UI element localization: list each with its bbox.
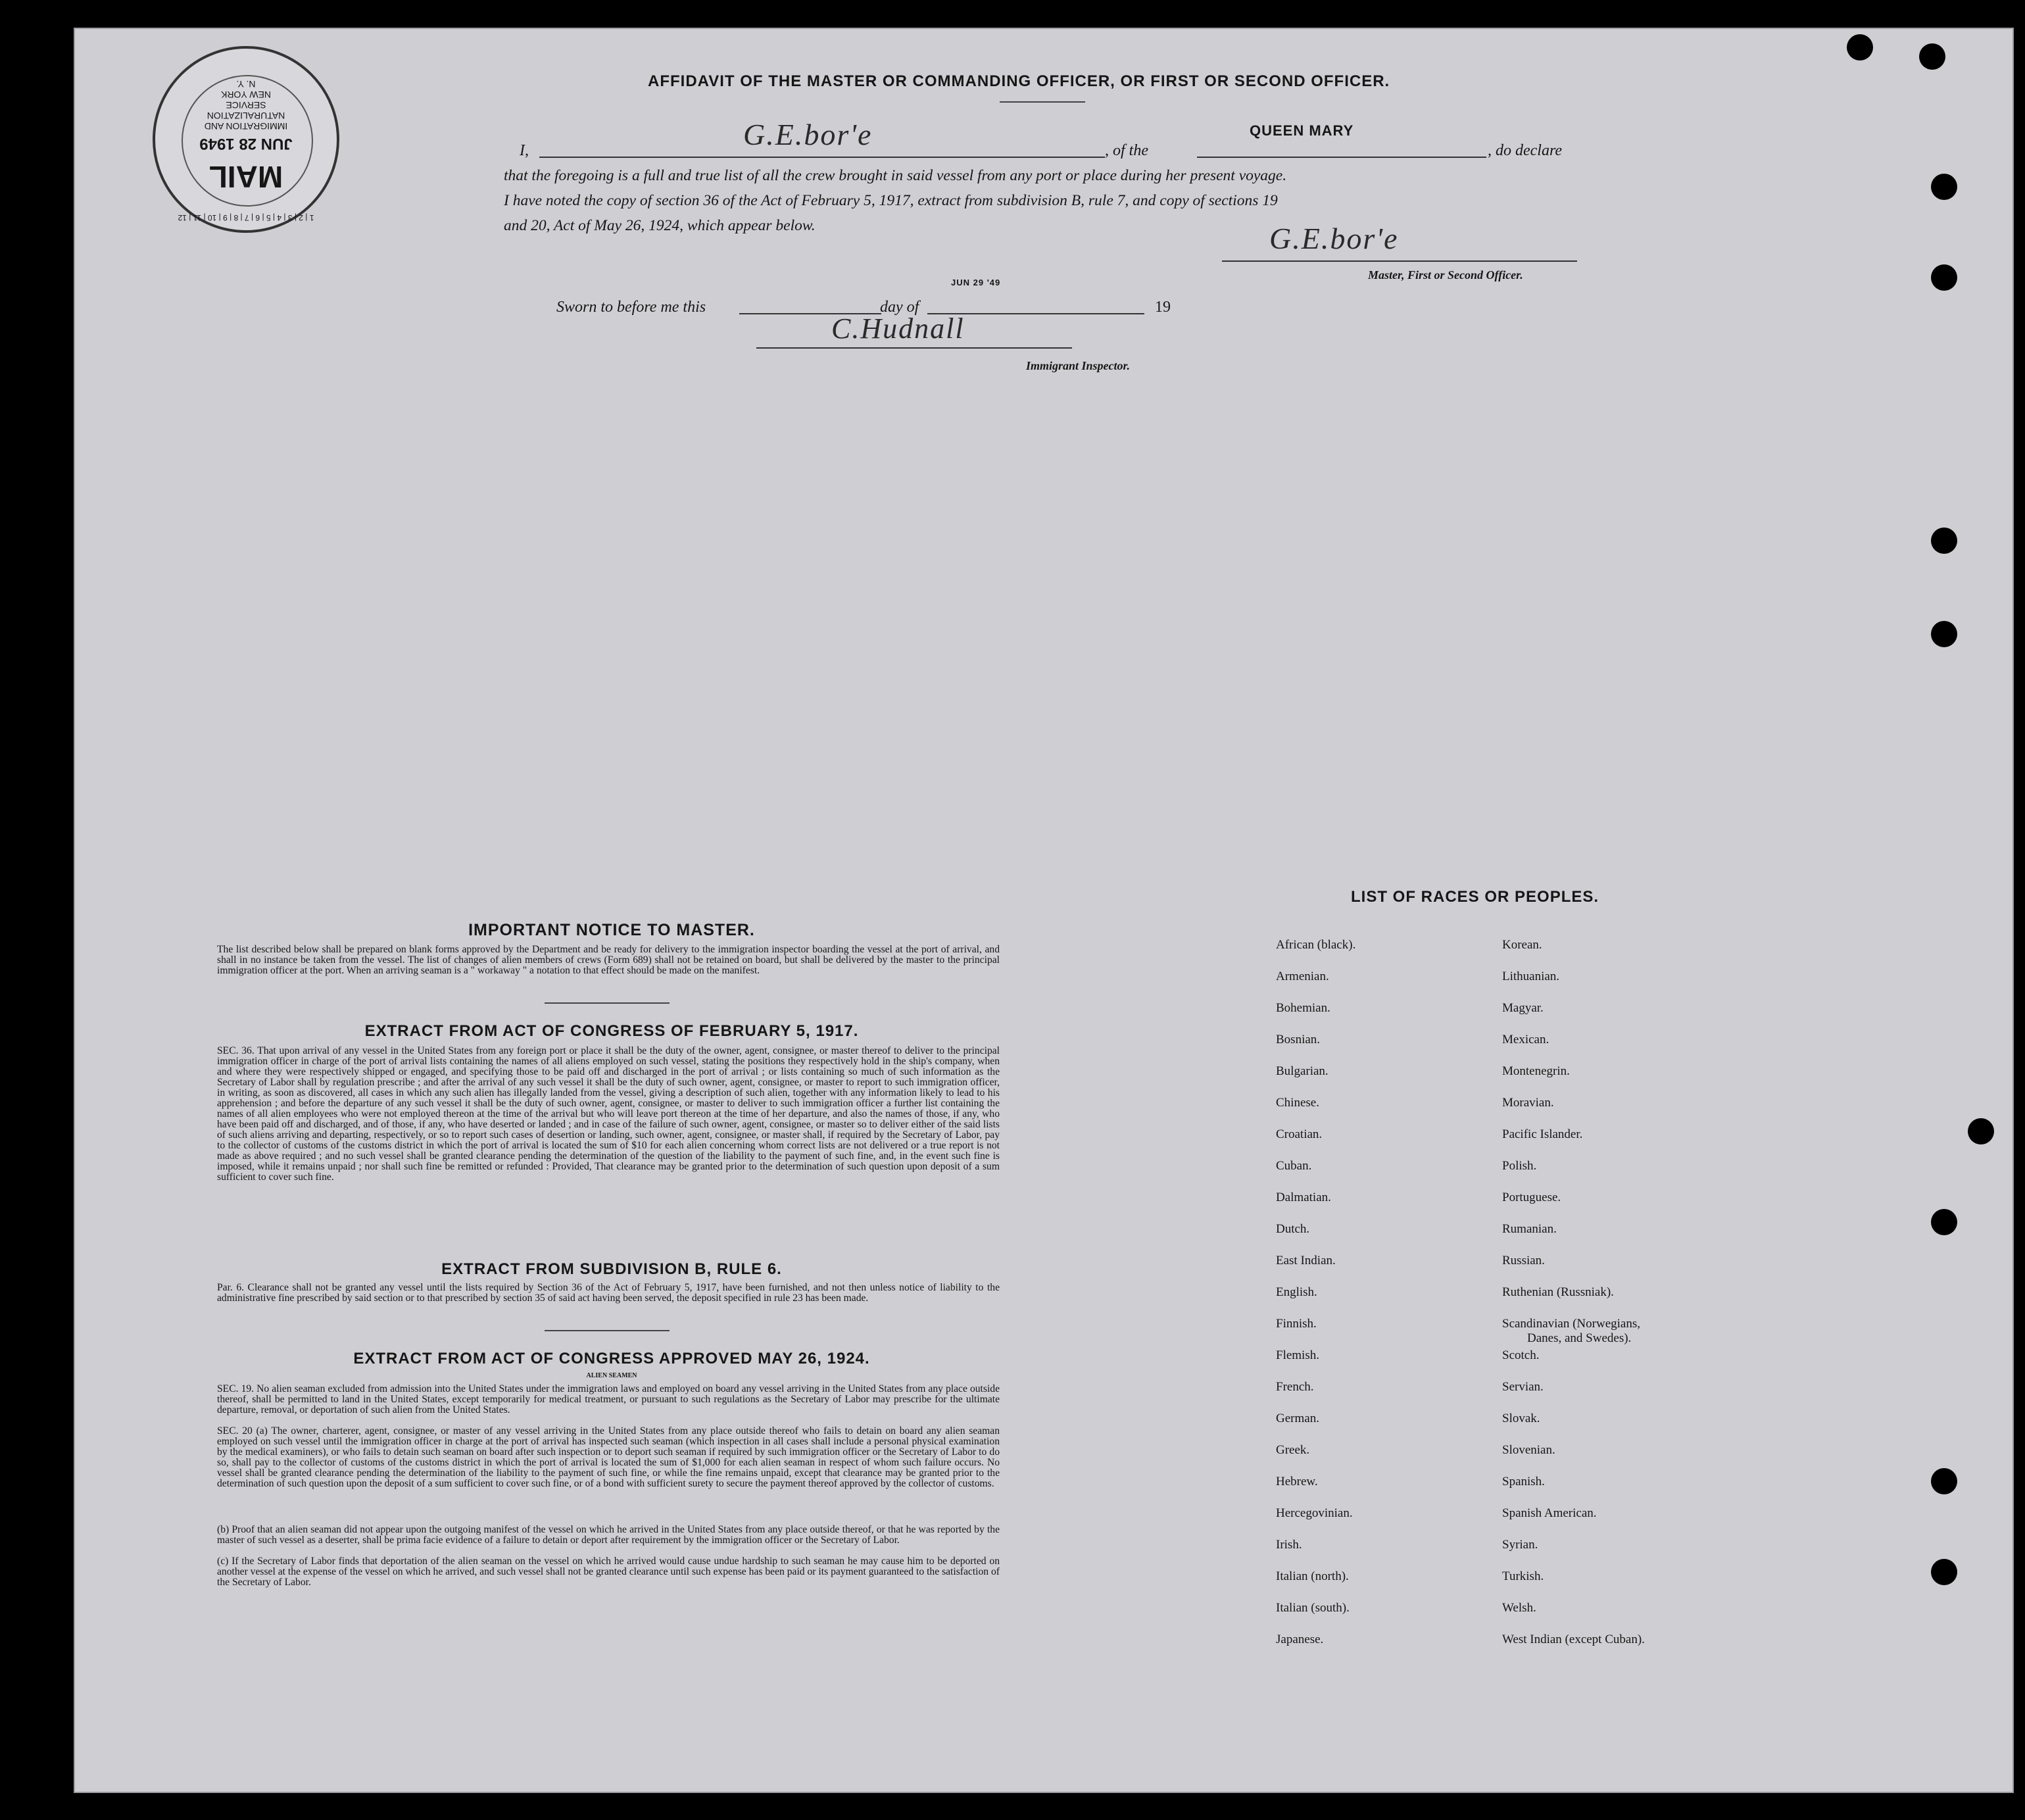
affidavit-line3: and 20, Act of May 26, 1924, which appear below.: [504, 217, 816, 234]
sec20c-text: (c) If the Secretary of Labor finds that deportation of the alien seaman on the vessel on which he arrived would cause undue hardship to such seaman he may cause him to be deported on another vessel at the expense of the vessel on which he arrived, and such vessel shall not be granted clearance until such expense has been paid or its payment guaranteed to the satisfaction of the Secretary of Labor.: [217, 1556, 1000, 1588]
race-item: Bulgarian.: [1276, 1064, 1329, 1078]
race-item: Japanese.: [1276, 1633, 1324, 1646]
master-signature-line: [1222, 260, 1577, 262]
race-item: Greek.: [1276, 1443, 1310, 1457]
race-item: Ruthenian (Russniak).: [1502, 1285, 1614, 1299]
race-item: Slovak.: [1502, 1412, 1540, 1425]
race-item: Italian (north).: [1276, 1569, 1349, 1583]
race-item: Korean.: [1502, 938, 1542, 952]
punch-hole: [1931, 1559, 1957, 1585]
races-title: LIST OF RACES OR PEOPLES.: [1351, 888, 1599, 906]
race-item: West Indian (except Cuban).: [1502, 1633, 1645, 1646]
section-rule: [545, 1002, 670, 1004]
race-item: German.: [1276, 1412, 1319, 1425]
vessel-name: QUEEN MARY: [1250, 122, 1354, 139]
race-item: East Indian.: [1276, 1254, 1336, 1267]
extract-1917-title: EXTRACT FROM ACT OF CONGRESS OF FEBRUARY 5, 1917.: [364, 1022, 859, 1040]
master-caption: Master, First or Second Officer.: [1368, 268, 1523, 282]
affidavit-line1: that the foregoing is a full and true list of all the crew brought in said vessel from any port or place during her present voyage.: [504, 167, 1287, 184]
vessel-line: [1197, 157, 1486, 158]
subdivision-text: Par. 6. Clearance shall not be granted any vessel until the lists required by Section 36 of the Act of February 5, 1917, have been furnished, and not then unless notice of liability to the administrative fine prescribed by said section or to that prescribed by section 35 of said act having been served, the deposit specified in rule 23 has been made.: [217, 1282, 1000, 1304]
date-stamp: JUN 29 '49: [951, 278, 1001, 287]
race-item: Chinese.: [1276, 1096, 1319, 1110]
race-item: Turkish.: [1502, 1569, 1544, 1583]
stamp-mail-text: MAIL: [208, 160, 283, 194]
punch-hole: [1931, 528, 1957, 554]
race-item-continuation: Danes, and Swedes).: [1527, 1331, 1632, 1345]
punch-hole: [1931, 174, 1957, 200]
race-item: Polish.: [1502, 1159, 1537, 1173]
race-item: Cuban.: [1276, 1159, 1312, 1173]
race-item: Russian.: [1502, 1254, 1545, 1267]
race-item: Slovenian.: [1502, 1443, 1555, 1457]
race-item: Irish.: [1276, 1538, 1302, 1552]
race-item: Scotch.: [1502, 1348, 1540, 1362]
year-label: 19: [1155, 299, 1171, 316]
race-item: Dutch.: [1276, 1222, 1310, 1236]
affidavit-line2: I have noted the copy of section 36 of the Act of February 5, 1917, extract from subdivision B, rule 7, and copy of sections 19: [504, 192, 1278, 209]
affidavit-i-label: I,: [520, 142, 529, 159]
punch-hole: [1931, 264, 1957, 291]
race-item: Flemish.: [1276, 1348, 1319, 1362]
extract-1917-text: SEC. 36. That upon arrival of any vessel in the United States from any foreign port or place it shall be the duty of the owner, agent, consignee, or master thereof to deliver to the principal immigration officer in charge of the port of arrival lists containing the names of all aliens employed on such vessel, stating the positions they respectively hold in the ship's company, when and where they were respectively shipped or engaged, and specifying those to be paid off and discharged in the port of arrival ; or lists containing so much of such information as the Secretary of Labor shall by regulation prescribe ; and after the arrival of any such vessel it shall be the duty of such owner, agent, consignee, or master to report to such immigration officer, in writing, as soon as discovered, all cases in which any such alien has illegally landed from the vessel, giving a description of such alien, together with any information likely to lead to his apprehension ; and before the departure of any such vessel it shall be the duty of such owner, agent, consignee, or master to deliver to such immigration officer a further list containing the names of all alien employees who were not employed thereon at the time of the arrival but who will leave port thereon at the time of her departure, and also the names of those, if any, who have been paid off and discharged, and of those, if any, who have deserted or landed ; and in case of the failure of such owner, agent, consignee, or master so to deliver either of the said lists of such aliens arriving and departing, respectively, or so to report such cases of desertion or landing, such owner, agent, consignee, or master shall, if required by the Secretary of Labor, pay to the collector of customs of the customs district in which the port of arrival is located the sum of $10 for each alien concerning whom correct lists are not delivered or a true report is not made as above required ; and no such vessel shall be granted clearance pending the determination of the question of the liability to the payment of such fine, and, in the event such fine is imposed, while it remains unpaid ; nor shall such fine be remitted or refunded : Provided, That clearance may be granted prior to the determination of such question upon deposit of a sum sufficient to cover such fine.: [217, 1045, 1000, 1183]
race-item: Croatian.: [1276, 1127, 1323, 1141]
stamp-line1: IMMIGRATION AND: [204, 121, 288, 132]
officer-signature: G.E.bor'e: [743, 118, 873, 151]
punch-hole: [1968, 1118, 1994, 1144]
sworn-label: Sworn to before me this: [556, 299, 706, 316]
subdivision-title: EXTRACT FROM SUBDIVISION B, RULE 6.: [441, 1260, 782, 1278]
punch-hole: [1931, 1209, 1957, 1235]
race-item: Finnish.: [1276, 1317, 1317, 1331]
race-item: Hebrew.: [1276, 1475, 1318, 1488]
race-item: Syrian.: [1502, 1538, 1538, 1552]
stamp-line4: NEW YORK: [221, 89, 271, 100]
stamp-date: JUN 28 1949: [199, 135, 293, 153]
race-item: Rumanian.: [1502, 1222, 1557, 1236]
punch-hole: [1931, 621, 1957, 647]
extract-1924-subtitle: ALIEN SEAMEN: [586, 1372, 637, 1379]
punch-hole: [1847, 34, 1873, 61]
race-item: French.: [1276, 1380, 1314, 1394]
do-declare-label: , do declare: [1488, 142, 1563, 159]
race-item: Hercegovinian.: [1276, 1506, 1353, 1520]
inspector-signature: C.Hudnall: [831, 312, 965, 345]
notice-text: The list described below shall be prepared on blank forms approved by the Department and be ready for delivery to the immigration inspector boarding the vessel at the port of arrival, and shall in no instance be taken from the vessel. The list of changes of alien members of crews (Form 689) shall not be retained on board, but shall be delivered by the master to the principal immigration officer at the port. When an arriving seaman is a " workaway " a notation to that effect should be made on the manifest.: [217, 944, 1000, 976]
race-item: Scandinavian (Norwegians,: [1502, 1317, 1640, 1331]
race-item: Dalmatian.: [1276, 1191, 1331, 1204]
notice-title: IMPORTANT NOTICE TO MASTER.: [468, 921, 755, 939]
stamp-line2: NATURALIZATION: [207, 111, 285, 121]
mail-stamp: [153, 46, 339, 233]
race-item: Welsh.: [1502, 1601, 1536, 1615]
race-item: Spanish American.: [1502, 1506, 1597, 1520]
extract-1924-title: EXTRACT FROM ACT OF CONGRESS APPROVED MAY 26, 1924.: [353, 1350, 870, 1367]
sec20b-text: (b) Proof that an alien seaman did not appear upon the outgoing manifest of the vessel on which he arrived in the United States from any place outside thereof, or that he was reported by the master of such vessel as a deserter, shall be prima facie evidence of a failure to detain or deport after requirement by the immigration officer or the Secretary of Labor.: [217, 1524, 1000, 1546]
stamp-ring-numbers: 1 | 2 | 3 | 4 | 5 | 6 | 7 | 8 | 9 | 10 | 11 | 12: [178, 213, 314, 222]
race-item: Spanish.: [1502, 1475, 1545, 1488]
sec20a-text: SEC. 20 (a) The owner, charterer, agent, consignee, or master of any vessel arriving in the United States from any place outside thereof who fails to detain on board any alien seaman employed on such vessel until the immigration officer in charge at the port of arrival has inspected such seaman (which inspection in all cases shall include a personal physical examination by the medical examiners), or who fails to detain such seaman on board after such inspection or to deport such seaman if required by such immigration officer or the Secretary of Labor to do so, shall pay to the collector of customs of the customs district in which the port of arrival is located the sum of $1,000 for each alien seaman in respect of whom such failure occurs. No vessel shall be granted clearance pending the determination of the liability to the payment of such fine, or while the fine remains unpaid, except that clearance may be granted prior to the determination of such question upon the deposit of a sum sufficient to cover such fine, or of a bond with sufficient surety to secure the payment thereof approved by the collector of customs.: [217, 1425, 1000, 1489]
section-rule: [545, 1330, 670, 1331]
race-item: Montenegrin.: [1502, 1064, 1570, 1078]
race-item: English.: [1276, 1285, 1317, 1299]
stamp-line3: SERVICE: [226, 100, 266, 111]
punch-hole: [1919, 43, 1945, 70]
sec19-text: SEC. 19. No alien seaman excluded from admission into the United States under the immigration laws and employed on board any vessel arriving in the United States from any place outside thereof, shall be permitted to land in the United States, except temporarily for medical treatment, or pursuant to such regulations as the Secretary of Labor may prescribe for the ultimate departure, removal, or deportation of such alien from the United States.: [217, 1383, 1000, 1415]
race-item: Pacific Islander.: [1502, 1127, 1583, 1141]
race-item: Armenian.: [1276, 970, 1329, 983]
race-item: Bohemian.: [1276, 1001, 1330, 1015]
master-signature: G.E.bor'e: [1269, 222, 1399, 255]
race-item: Moravian.: [1502, 1096, 1554, 1110]
inspector-caption: Immigrant Inspector.: [1026, 359, 1131, 372]
title-rule: [1000, 101, 1085, 103]
name-line: [539, 157, 1105, 158]
race-item: African (black).: [1276, 938, 1356, 952]
race-item: Bosnian.: [1276, 1033, 1321, 1046]
race-item: Lithuanian.: [1502, 970, 1560, 983]
race-item: Italian (south).: [1276, 1601, 1350, 1615]
race-item: Portuguese.: [1502, 1191, 1561, 1204]
affidavit-title: AFFIDAVIT OF THE MASTER OR COMMANDING OFFICER, OR FIRST OR SECOND OFFICER.: [648, 72, 1390, 90]
race-item: Mexican.: [1502, 1033, 1549, 1046]
of-the-label: , of the: [1105, 142, 1148, 159]
stamp-line5: N. Y.: [236, 79, 256, 89]
race-item: Magyar.: [1502, 1001, 1544, 1015]
inspector-signature-line: [756, 347, 1072, 349]
punch-hole: [1931, 1468, 1957, 1494]
day-of-label: day of: [880, 299, 919, 316]
race-item: Servian.: [1502, 1380, 1544, 1394]
